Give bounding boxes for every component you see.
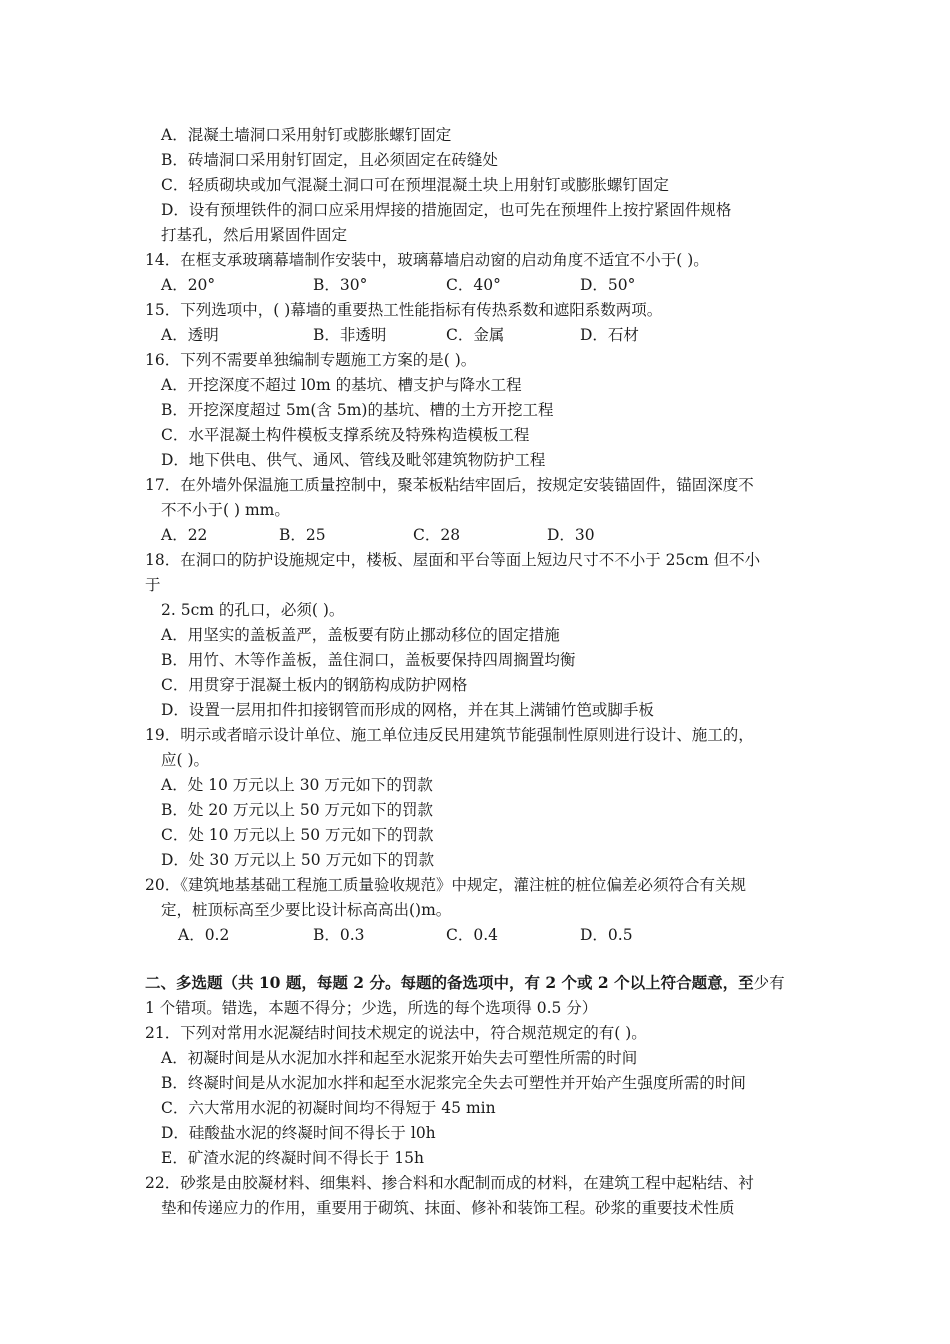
q14-option-a: A．20°: [161, 276, 216, 294]
q18-option-d: D．设置一层用扣件扣接钢管而形成的网格，并在其上满铺竹笆或脚手板: [161, 701, 654, 719]
q19-option-b: B．处 20 万元以上 50 万元如下的罚款: [161, 801, 434, 819]
q21-stem: 21．下列对常用水泥凝结时间技术规定的说法中，符合规范规定的有( )。: [145, 1024, 647, 1042]
q18-stem-cont2: 2. 5cm 的孔口，必须( )。: [161, 601, 345, 619]
q18-stem: 18．在洞口的防护设施规定中，楼板、屋面和平台等面上短边尺寸不不小于 25cm 但不小: [145, 551, 761, 569]
q13-option-d: D．设有预埋铁件的洞口应采用焊接的措施固定，也可先在预埋件上按拧紧固件规格: [161, 201, 732, 219]
q13-option-c: C．轻质砌块或加气混凝土洞口可在预埋混凝土块上用射钉或膨胀螺钉固定: [161, 176, 669, 194]
q15-option-d: D．石材: [580, 326, 639, 344]
section2-heading: [145, 972, 785, 994]
section2-instructions: 1 个错项。错选，本题不得分；少选，所选的每个选项得 0.5 分）: [145, 999, 598, 1017]
q22-stem: 22．砂浆是由胶凝材料、细集料、掺合料和水配制而成的材料，在建筑工程中起粘结、衬: [145, 1174, 754, 1192]
q20-option-d: D．0.5: [580, 926, 633, 944]
q19-stem: 19．明示或者暗示设计单位、施工单位违反民用建筑节能强制性原则进行设计、施工的，: [145, 726, 754, 744]
q17-option-b: B．25: [279, 526, 326, 544]
q14-stem: 14．在框支承玻璃幕墙制作安装中，玻璃幕墙启动窗的启动角度不适宜不小于( )。: [145, 251, 709, 269]
q22-stem-cont: 垫和传递应力的作用，重要用于砌筑、抹面、修补和装饰工程。砂浆的重要技术性质: [161, 1199, 735, 1217]
section2-heading-rest: 少有: [753, 974, 785, 992]
q18-option-b: B．用竹、木等作盖板，盖住洞口，盖板要保持四周搁置均衡: [161, 651, 576, 669]
q14-option-c: C．40°: [446, 276, 501, 294]
section2-heading-bold: 二、多选题（共 10 题，每题 2 分。每题的备选项中，有 2 个或 2 个以上符合题意，至: [145, 973, 754, 992]
q17-option-d: D．30: [547, 526, 595, 544]
q16-option-a: A．开挖深度不超过 l0m 的基坑、槽支护与降水工程: [161, 376, 522, 394]
q18-option-a: A．用坚实的盖板盖严，盖板要有防止挪动移位的固定措施: [161, 626, 560, 644]
q19-option-c: C．处 10 万元以上 50 万元如下的罚款: [161, 826, 434, 844]
q15-option-a: A．透明: [161, 326, 219, 344]
q21-option-b: B．终凝时间是从水泥加水拌和起至水泥浆完全失去可塑性并开始产生强度所需的时间: [161, 1074, 746, 1092]
q21-option-e: E．矿渣水泥的终凝时间不得长于 15h: [161, 1149, 424, 1167]
q16-option-b: B．开挖深度超过 5m(含 5m)的基坑、槽的土方开挖工程: [161, 401, 554, 419]
q18-option-c: C．用贯穿于混凝土板内的钢筋构成防护网格: [161, 676, 468, 694]
q17-stem-cont: 不不小于( ) mm。: [161, 501, 290, 519]
q18-stem-cont: 于: [145, 576, 161, 594]
q13-option-d-cont: 打基孔，然后用紧固件固定: [161, 226, 348, 244]
q13-option-a: A．混凝土墙洞口采用射钉或膨胀螺钉固定: [161, 126, 452, 144]
q16-option-c: C．水平混凝土构件模板支撑系统及特殊构造模板工程: [161, 426, 530, 444]
q19-option-d: D．处 30 万元以上 50 万元如下的罚款: [161, 851, 435, 869]
q21-option-c: C．六大常用水泥的初凝时间均不得短于 45 min: [161, 1099, 496, 1117]
q20-stem-cont: 定，桩顶标高至少要比设计标高高出()m。: [161, 901, 452, 919]
q16-stem: 16．下列不需要单独编制专题施工方案的是( )。: [145, 351, 477, 369]
q19-stem-cont: 应( )。: [161, 751, 210, 769]
q20-option-c: C．0.4: [446, 926, 499, 944]
q13-option-b: B．砖墙洞口采用射钉固定，且必须固定在砖缝处: [161, 151, 498, 169]
q15-option-c: C．金属: [446, 326, 505, 344]
q17-option-a: A．22: [161, 526, 208, 544]
q17-stem: 17．在外墙外保温施工质量控制中，聚苯板粘结牢固后，按规定安装锚固件，锚固深度不: [145, 476, 754, 494]
q17-option-c: C．28: [413, 526, 461, 544]
q19-option-a: A．处 10 万元以上 30 万元如下的罚款: [161, 776, 433, 794]
q20-option-b: B．0.3: [313, 926, 365, 944]
q15-stem: 15．下列选项中，( )幕墙的重要热工性能指标有传热系数和遮阳系数两项。: [145, 301, 663, 319]
q20-option-a: A．0.2: [178, 926, 230, 944]
q14-option-d: D．50°: [580, 276, 636, 294]
q20-stem: 20．《建筑地基基础工程施工质量验收规范》中规定，灌注桩的桩位偏差必须符合有关规: [145, 876, 746, 894]
q21-option-d: D．硅酸盐水泥的终凝时间不得长于 l0h: [161, 1124, 436, 1142]
q21-option-a: A．初凝时间是从水泥加水拌和起至水泥浆开始失去可塑性所需的时间: [161, 1049, 638, 1067]
q16-option-d: D．地下供电、供气、通风、管线及毗邻建筑物防护工程: [161, 451, 546, 469]
q15-option-b: B．非透明: [313, 326, 387, 344]
q14-option-b: B．30°: [313, 276, 368, 294]
